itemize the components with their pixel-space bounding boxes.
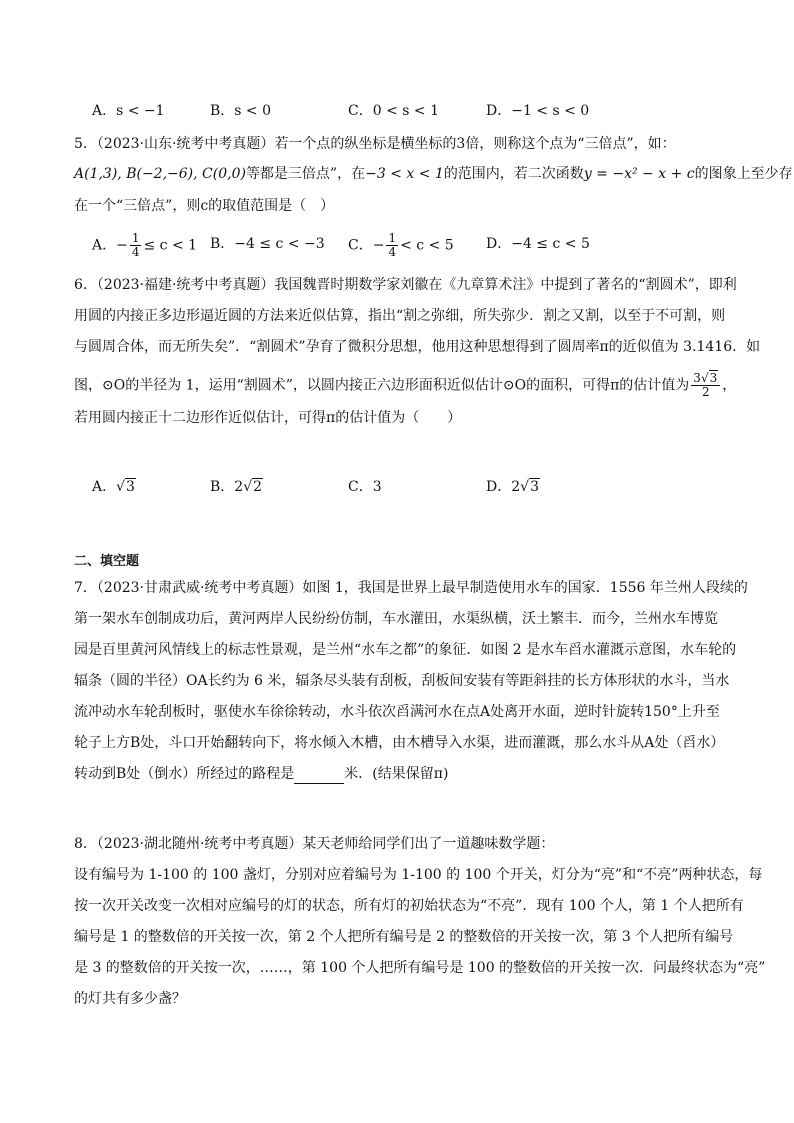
radicand: 3: [709, 371, 718, 385]
q7-line-7-end: 米．(结果保留π): [344, 766, 449, 782]
q7-line-3: 园是百里黄河风情线上的标志性景观，是兰州“水车之都”的象征．如图 2 是水车舀水灌溉示意图，水车轮的: [74, 642, 737, 658]
q6-option-a: A．√3: [92, 479, 135, 495]
q5-text-a: 等都是三倍点”，在: [245, 166, 366, 182]
q5-line-1: 5．（2023·山东·统考中考真题）若一个点的纵坐标是横坐标的3倍，则称这个点为“三倍点”，如：: [74, 136, 676, 152]
q6-pi-estimate-fraction: [691, 372, 720, 399]
fraction-denominator: 4: [131, 245, 140, 259]
q7-line-6: 轮子上方B处，斗口开始翻转向下，将水倾入木槽，由木槽导入水渠，进而灌溉，那么水斗从A处（舀水）: [74, 735, 725, 751]
q4-option-a: A．s < −1: [92, 103, 165, 119]
q8-line-1: 8．（2023·湖北随州·统考中考真题）某天老师给同学们出了一道趣味数学题：: [74, 836, 555, 852]
q4-option-b: B．s < 0: [210, 103, 272, 119]
q5-text-b: 的范围内，若二次函数: [443, 166, 584, 182]
q6-option-c: C．3: [348, 479, 382, 495]
q5-points: A(1,3), B(−2,−6), C(0,0): [74, 166, 246, 182]
radicand: 2: [253, 479, 263, 495]
q5-option-a-suffix: ≤ c < 1: [143, 237, 198, 254]
q5-option-a: [92, 232, 197, 259]
q6-option-d: D．2√3: [486, 479, 539, 495]
q5-function: y = −x² − x + c: [583, 166, 695, 182]
section-heading: 二、填空题: [74, 554, 140, 569]
q7-line-4: 辐条（圆的半径）OA长约为 6 米，辐条尽头装有刮板，刮板间安装有等距斜挂的长方体形状的水斗，当水: [74, 673, 730, 689]
q5-option-a-fraction: [130, 232, 142, 259]
q8-line-5: 是 3 的整数倍的开关按一次，……，第 100 个人把所有编号是 100 的整数倍的开关按一次．问最终状态为“亮”: [74, 960, 766, 976]
fraction-numerator: 1: [131, 231, 140, 245]
q5-option-d: D．−4 ≤ c < 5: [486, 236, 590, 252]
q6-line-2: 用圆的内接正多边形逼近圆的方法来近似估算，指出“割之弥细，所失弥少．割之又割，以至于不可割，则: [74, 308, 726, 324]
q6-option-b: B．2√2: [210, 479, 263, 495]
q5-option-c-fraction: [386, 232, 398, 259]
option-prefix: B．2: [210, 479, 244, 495]
q4-option-d: D．−1 < s < 0: [486, 103, 590, 119]
q6-line-4: [74, 371, 737, 399]
q7-line-2: 第一架水车创制成功后，黄河两岸人民纷纷仿制，车水灌田，水渠纵横，沃土繁丰．而今，兰州水车博览: [74, 611, 718, 627]
option-prefix: A．: [92, 479, 117, 495]
q5-text-c: 的图象上至少存: [694, 166, 793, 182]
q6-line-1: 6．（2023·福建·统考中考真题）我国魏晋时期数学家刘徽在《九章算术注》中提到了著名的“割圆术”，即利: [74, 277, 737, 293]
q8-line-4: 编号是 1 的整数倍的开关按一次，第 2 个人把所有编号是 2 的整数倍的开关按一次，第 3 个人把所有编号: [74, 929, 734, 945]
q6-line-3: 与圆周合体，而无所失矣”．“割圆术”孕育了微积分思想，他用这种思想得到了圆周率π的近似值为 3.1416．如: [74, 339, 761, 355]
q7-line-7-text: 转动到B处（倒水）所经过的路程是: [74, 766, 295, 782]
coefficient: 3: [693, 371, 701, 385]
q5-line-2: [74, 164, 793, 184]
q7-line-5: 流冲动水车轮刮板时，驱使水车徐徐转动，水斗依次舀满河水在点A处离开水面，逆时针旋转150°上升至: [74, 704, 720, 720]
q6-line-4-end: ，: [722, 377, 737, 394]
answer-blank[interactable]: [294, 769, 344, 784]
q8-line-6: 的灯共有多少盏？: [74, 991, 186, 1007]
q8-line-3: 按一次开关改变一次相对应编号的灯的状态，所有灯的初始状态为“不亮”．现有 100 个人，第 1 个人把所有: [74, 898, 744, 914]
fraction-denominator: 4: [388, 245, 397, 259]
q6-line-5: 若用圆内接正十二边形作近似估计，可得π的估计值为（ ）: [74, 410, 462, 426]
q5-line-3: 在一个“三倍点”，则c的取值范围是（ ）: [74, 198, 335, 214]
q5-option-c-prefix: C．−: [348, 237, 385, 254]
q5-range: −3 < x < 1: [365, 166, 444, 182]
q5-option-c-suffix: < c < 5: [400, 237, 454, 254]
q8-line-2: 设有编号为 1-100 的 100 盏灯，分别对应着编号为 1-100 的 100 个开关，灯分为“亮”和“不亮”两种状态，每: [74, 867, 763, 883]
fraction-denominator: 2: [701, 385, 710, 399]
q4-option-c: C．0 < s < 1: [348, 103, 439, 119]
radicand: 3: [126, 479, 135, 495]
q7-line-7: [74, 764, 734, 784]
fraction-numerator: 1: [388, 231, 397, 245]
q5-option-a-prefix: A．−: [92, 237, 128, 254]
option-prefix: D．2: [486, 479, 521, 495]
q6-line-4-text: 图，⊙O的半径为 1，运用“割圆术”，以圆内接正六边形面积近似估计⊙O的面积，可得π的估计值为: [74, 377, 690, 394]
fraction-numerator: 3√3: [691, 372, 720, 386]
q5-option-c: [348, 232, 454, 259]
q7-line-1: 7．（2023·甘肃武威·统考中考真题）如图 1，我国是世界上最早制造使用水车的国家．1556 年兰州人段续的: [74, 580, 748, 596]
radicand: 3: [530, 479, 539, 495]
q5-option-b: B．−4 ≤ c < −3: [210, 236, 325, 252]
